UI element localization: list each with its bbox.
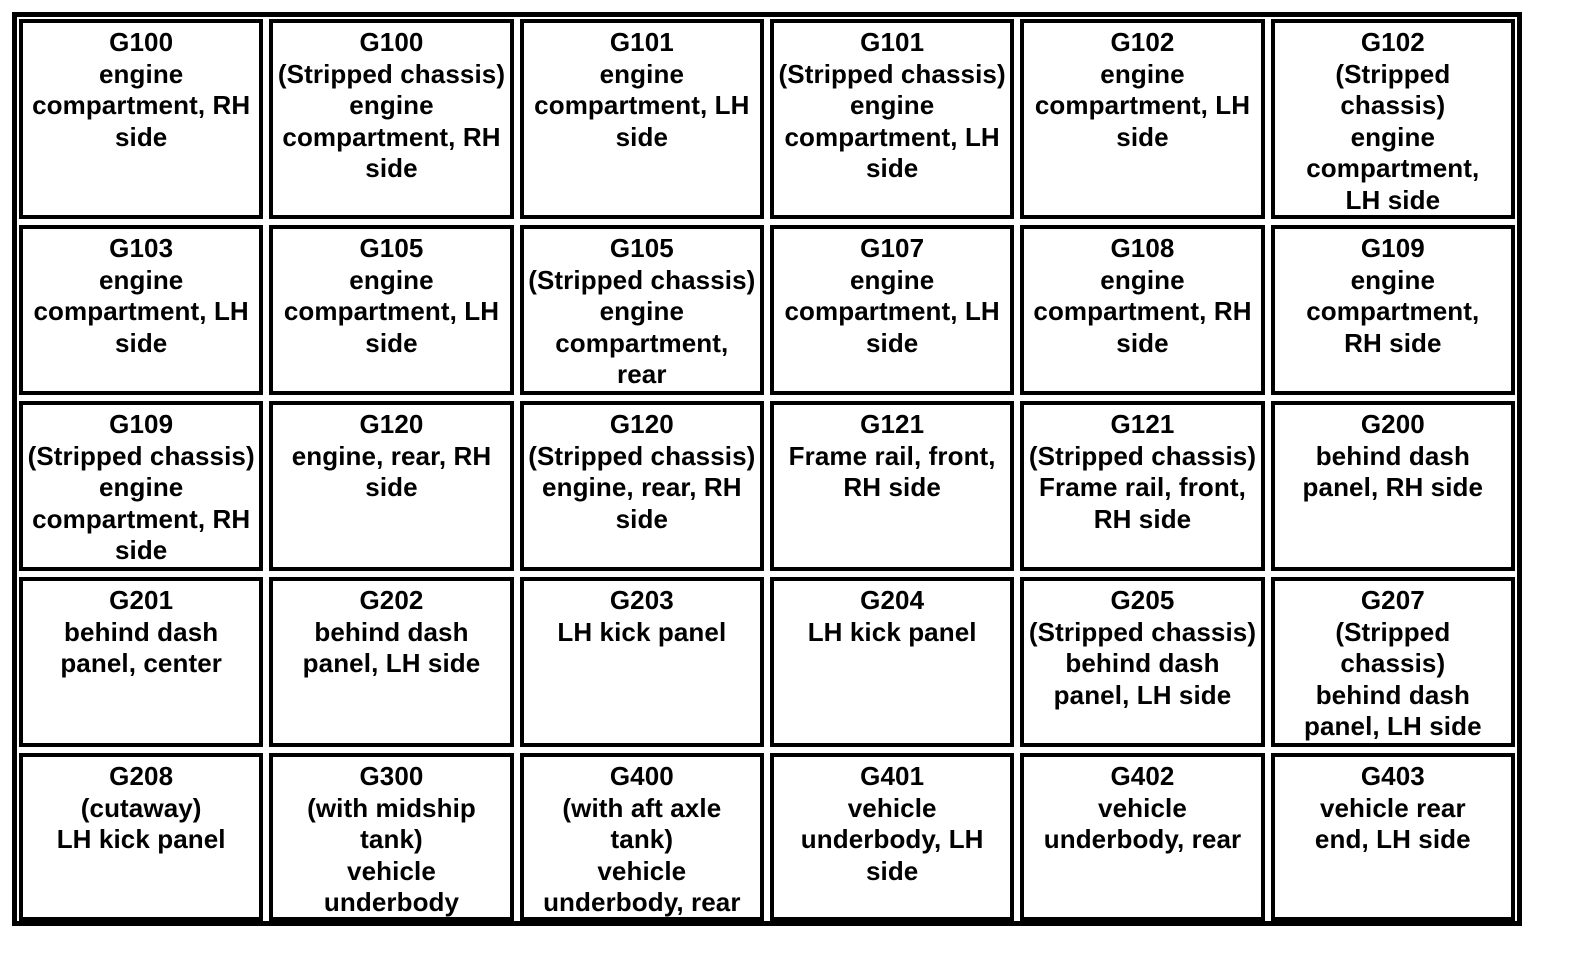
table-cell <box>19 401 263 571</box>
cell-text: G203 LH kick panel <box>557 585 727 647</box>
cell-text: G402 vehicle underbody, rear <box>1043 761 1242 854</box>
cell-text: G207 (Stripped chassis) behind dash panel, LH side <box>1303 585 1482 741</box>
table-cell <box>269 577 513 747</box>
table-cell <box>1020 753 1264 921</box>
table-cell <box>1020 577 1264 747</box>
cell-text: G108 engine compartment, RH side <box>1033 233 1252 358</box>
table-cell <box>770 577 1014 747</box>
table-cell <box>770 225 1014 395</box>
table-cell <box>269 753 513 921</box>
cell-text: G121 Frame rail, front, RH side <box>788 409 996 502</box>
cell-text: G103 engine compartment, LH side <box>33 233 249 358</box>
table-cell <box>1271 753 1515 921</box>
cell-text: G109 (Stripped chassis) engine compartment, RH side <box>27 409 255 565</box>
cell-text: G201 behind dash panel, center <box>60 585 223 678</box>
cell-text: G101 (Stripped chassis) engine compartment, LH side <box>778 27 1006 183</box>
cell-text: G100 engine compartment, RH side <box>32 27 251 152</box>
cell-text: G121 (Stripped chassis) Frame rail, front, RH side <box>1028 409 1257 534</box>
table-cell <box>1020 401 1264 571</box>
table-cell <box>1271 577 1515 747</box>
table-cell <box>770 753 1014 921</box>
table-cell <box>19 225 263 395</box>
table-cell <box>520 753 764 921</box>
table-cell <box>1271 225 1515 395</box>
table-cell <box>520 401 764 571</box>
table-cell <box>19 753 263 921</box>
cell-text: G400 (with aft axle tank) vehicle underbody, rear <box>543 761 741 917</box>
cell-text: G105 engine compartment, LH side <box>283 233 500 358</box>
table-cell <box>1020 19 1264 219</box>
table-cell <box>269 401 513 571</box>
table-cell <box>770 401 1014 571</box>
cell-text: G208 (cutaway) LH kick panel <box>56 761 226 854</box>
table-cell <box>520 19 764 219</box>
cell-text: G105 (Stripped chassis) engine compartment, rear <box>528 233 756 389</box>
cell-text: G300 (with midship tank) vehicle underbody <box>307 761 476 917</box>
table-cell <box>19 19 263 219</box>
table-cell <box>269 225 513 395</box>
cell-text: G101 engine compartment, LH side <box>534 27 750 152</box>
cell-text: G102 engine compartment, LH side <box>1034 27 1251 152</box>
cell-text: G401 vehicle underbody, LH side <box>800 761 984 886</box>
table-cell <box>1271 401 1515 571</box>
table-cell <box>269 19 513 219</box>
cell-text: G200 behind dash panel, RH side <box>1302 409 1484 502</box>
cell-text: G205 (Stripped chassis) behind dash panel, LH side <box>1028 585 1257 710</box>
cell-text: G403 vehicle rear end, LH side <box>1314 761 1471 854</box>
cell-text: G120 (Stripped chassis) engine, rear, RH side <box>528 409 756 534</box>
cell-text: G107 engine compartment, LH side <box>784 233 1000 358</box>
table-cell <box>1271 19 1515 219</box>
table-cell <box>1020 225 1264 395</box>
cell-text: G204 LH kick panel <box>807 585 977 647</box>
cell-text: G102 (Stripped chassis) engine compartment, LH side <box>1306 27 1480 215</box>
cell-text: G202 behind dash panel, LH side <box>302 585 481 678</box>
table-cell <box>520 225 764 395</box>
cell-text: G109 engine compartment, RH side <box>1306 233 1480 358</box>
cell-text: G120 engine, rear, RH side <box>291 409 492 502</box>
table-cell <box>19 577 263 747</box>
cell-text: G100 (Stripped chassis) engine compartment, RH side <box>277 27 506 183</box>
table-cell <box>520 577 764 747</box>
ground-location-table <box>12 12 1522 926</box>
table-cell <box>770 19 1014 219</box>
